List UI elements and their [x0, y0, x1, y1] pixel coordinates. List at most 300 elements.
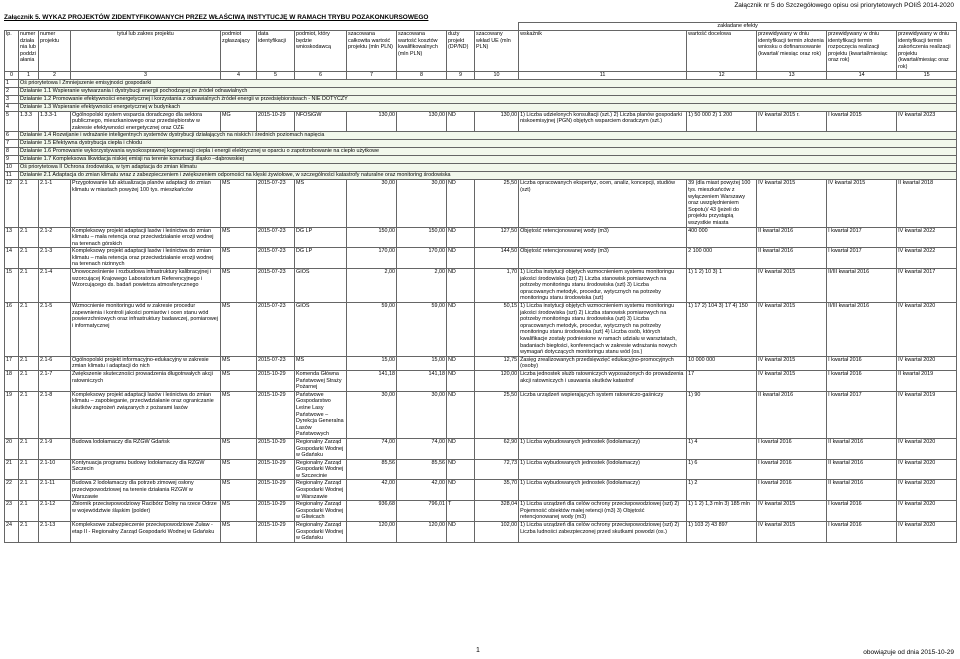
- cell-dp: T: [447, 501, 475, 522]
- section-label: Działanie 1.3 Wspieranie efektywności energetycznej w budynkach: [19, 103, 957, 111]
- cell-dp: ND: [447, 370, 475, 391]
- cell-title: Budowa 2 lodołamaczy dla potrzeb zimowej osłony przeciwpowodziowej na terenie działania RZGW w Warszawie: [71, 480, 221, 501]
- cell-nr: 1.3.3-1: [39, 111, 71, 132]
- cell-title: Kompleksowy projekt adaptacji lasów i leśnictwa do zmian klimatu – mała retencja oraz przeciwdziałanie erozji wodnej na terenach górskich: [71, 227, 221, 248]
- cell-t1: IV kwartał 2015: [757, 269, 827, 303]
- section-label: Oś priorytetowa II Ochrona środowiska, w tym adaptacja do zmian klimatu: [19, 164, 957, 172]
- column-number: 6: [295, 71, 347, 79]
- cell-lp: 17: [5, 356, 19, 370]
- row-number: 9: [5, 156, 19, 164]
- col-header: szacowany wkład UE (mln PLN): [475, 31, 519, 72]
- cell-dp: ND: [447, 391, 475, 438]
- cell-ue: 120,00: [475, 370, 519, 391]
- cell-zg: MŚ: [221, 438, 257, 459]
- column-number: 3: [71, 71, 221, 79]
- cell-nr: 2.1-7: [39, 370, 71, 391]
- cell-dz: 2.1: [19, 248, 39, 269]
- cell-wn: NFOŚiGW: [295, 111, 347, 132]
- col-header: data identyfikacji: [257, 31, 295, 72]
- cell-lp: 16: [5, 303, 19, 357]
- cell-t2: I kwartał 2017: [827, 391, 897, 438]
- cell-title: Kompleksowe zabezpieczenie przeciwpowodziowe Żuław - etap II - Regionalny Zarząd Gospodarki Wodnej w Gdańsku: [71, 522, 221, 543]
- header-row: [5, 31, 957, 72]
- cell-dz: 1.3.3: [19, 111, 39, 132]
- cell-t3: IV kwartał 2020: [897, 459, 957, 480]
- cell-ue: 328,04: [475, 501, 519, 522]
- cell-v2: 15,00: [397, 356, 447, 370]
- cell-dp: ND: [447, 180, 475, 227]
- cell-t2: I kwartał 2015: [827, 111, 897, 132]
- cell-nr: 2.1-3: [39, 248, 71, 269]
- col-header: numer projektu: [39, 31, 71, 72]
- cell-title: Ogólnopolski system wsparcia doradczego dla sektora publicznego, mieszkaniowego oraz przedsiębiorstw w zakresie efektywności energetycznej oraz OZE: [71, 111, 221, 132]
- cell-ind: Liczba urządzeń wspierających system ratowniczo-gaśniczy: [519, 391, 687, 438]
- cell-nr: 2.1-9: [39, 438, 71, 459]
- cell-v2: 2,00: [397, 269, 447, 303]
- cell-wn: DG LP: [295, 248, 347, 269]
- cell-nr: 2.1-10: [39, 459, 71, 480]
- cell-date: 2015-10-29: [257, 438, 295, 459]
- section-label: Działanie 1.4 Rozwijanie i wdrażanie inteligentnych systemów dystrybucji działających na niskich i średnich poziomach napięcia: [19, 132, 957, 140]
- cell-t1: IV kwartał 2015: [757, 501, 827, 522]
- col-header: szacowana całkowita wartość projektu (mln PLN): [347, 31, 397, 72]
- cell-title: Kontynuacja programu budowy lodołamaczy dla RZGW Szczecin: [71, 459, 221, 480]
- col-header: wskaźnik: [519, 31, 687, 72]
- section-row: [5, 132, 957, 140]
- section-row: [5, 140, 957, 148]
- cell-t2: II kwartał 2016: [827, 480, 897, 501]
- cell-val: 10 000 000: [687, 356, 757, 370]
- table-row: [5, 248, 957, 269]
- column-number: 1: [19, 71, 39, 79]
- column-number: 14: [827, 71, 897, 79]
- col-header: lp.: [5, 31, 19, 72]
- cell-t1: I kwartał 2016: [757, 459, 827, 480]
- cell-nr: 2.1-12: [39, 501, 71, 522]
- cell-date: 2015-07-23: [257, 356, 295, 370]
- cell-v1: 170,00: [347, 248, 397, 269]
- cell-title: Ogólnopolski projekt informacyjno-edukacyjny w zakresie zmian klimatu i adaptacji do nich: [71, 356, 221, 370]
- cell-date: 2015-10-29: [257, 459, 295, 480]
- cell-t3: IV kwartał 2020: [897, 356, 957, 370]
- cell-ind: 1) Liczba urządzeń dla celów ochrony przeciwpowodziowej (szt) 2) Pojemność obiektów małej retencji (m3) 3) Objętość retencjonowanej wody (m3): [519, 501, 687, 522]
- cell-v1: 42,00: [347, 480, 397, 501]
- cell-v2: 30,00: [397, 180, 447, 227]
- table-row: [5, 370, 957, 391]
- section-label: Działanie 1.6 Promowanie wykorzystywania wysokosprawnej kogeneracji ciepła i energii elektrycznej w oparciu o zapotrzebowanie na ciepło użytkowe: [19, 148, 957, 156]
- cell-v1: 30,00: [347, 180, 397, 227]
- cell-t1: IV kwartał 2015: [757, 180, 827, 227]
- cell-v2: 120,00: [397, 522, 447, 543]
- cell-dz: 2.1: [19, 303, 39, 357]
- cell-lp: 23: [5, 501, 19, 522]
- section-label: Działanie 1.7 Kompleksowa likwidacja niskiej emisji na terenie konurbacji śląsko –dąbrowskiej: [19, 156, 957, 164]
- cell-t1: II kwartał 2016: [757, 391, 827, 438]
- cell-wn: Regionalny Zarząd Gospodarki Wodnej w Szczecinie: [295, 459, 347, 480]
- cell-t1: IV kwartał 2015: [757, 356, 827, 370]
- cell-nr: 2.1-1: [39, 180, 71, 227]
- cell-title: Kompleksowy projekt adaptacji lasów i leśnictwa do zmian klimatu – zapobieganie, przeciwdziałanie oraz ograniczanie skutków zagrożeń związanych z pożarami lasów: [71, 391, 221, 438]
- cell-v2: 130,00: [397, 111, 447, 132]
- cell-wn: DG LP: [295, 227, 347, 248]
- table-row: [5, 459, 957, 480]
- table-row: [5, 480, 957, 501]
- cell-t1: IV kwartał 2015: [757, 303, 827, 357]
- cell-dz: 2.1: [19, 501, 39, 522]
- cell-nr: 2.1-2: [39, 227, 71, 248]
- table-row: [5, 303, 957, 357]
- cell-title: Zbiornik przeciwpowodziowy Racibórz Dolny na rzece Odrze w województwie śląskim (polder): [71, 501, 221, 522]
- cell-ind: Objętość retencjonowanej wody (m3): [519, 248, 687, 269]
- cell-v1: 141,18: [347, 370, 397, 391]
- cell-v1: 59,00: [347, 303, 397, 357]
- cell-v2: 796,01: [397, 501, 447, 522]
- cell-ue: 62,90: [475, 438, 519, 459]
- cell-wn: GIOŚ: [295, 303, 347, 357]
- cell-val: 1) 17 2) 104 3) 17 4) 150: [687, 303, 757, 357]
- table-row: [5, 356, 957, 370]
- cell-lp: 18: [5, 370, 19, 391]
- cell-t3: IV kwartał 2020: [897, 522, 957, 543]
- cell-zg: MŚ: [221, 459, 257, 480]
- cell-t2: II/III kwartał 2016: [827, 269, 897, 303]
- table-row: [5, 438, 957, 459]
- table-row: [5, 501, 957, 522]
- cell-t3: II kwartał 2019: [897, 370, 957, 391]
- cell-ue: 25,50: [475, 391, 519, 438]
- cell-date: 2015-07-23: [257, 227, 295, 248]
- cell-dp: ND: [447, 438, 475, 459]
- cell-title: Zwiększenie skuteczności prowadzenia długotrwałych akcji ratowniczych: [71, 370, 221, 391]
- section-row: [5, 172, 957, 180]
- table-row: [5, 180, 957, 227]
- col-header: podmiot zgłaszający: [221, 31, 257, 72]
- table-body: [5, 79, 957, 542]
- cell-v1: 85,56: [347, 459, 397, 480]
- cell-t1: II kwartał 2016: [757, 248, 827, 269]
- cell-t1: II kwartał 2016: [757, 227, 827, 248]
- attachment-note: Załącznik nr 5 do Szczegółowego opisu osi priorytetowych POIiŚ 2014-2020: [734, 2, 954, 9]
- cell-val: 1) 4: [687, 438, 757, 459]
- cell-dz: 2.1: [19, 391, 39, 438]
- cell-ue: 144,50: [475, 248, 519, 269]
- cell-ind: 1) Liczba instytucji objętych wzmocnieniem systemu monitoringu jakości środowiska (szt) 2) Liczba stanowisk pomiarowych na potrzeby monitoringu stanu środowiska (szt) 3) Liczba opracowanych metodyk, procedur, wytycznych na potrzeby monitoringu stanu środowiska (szt): [519, 269, 687, 303]
- cell-zg: MŚ: [221, 180, 257, 227]
- cell-date: 2015-10-29: [257, 522, 295, 543]
- column-number: 4: [221, 71, 257, 79]
- cell-ind: 1) Liczba udzielonych konsultacji (szt.) 2) Liczba planów gospodarki niskoemisyjnej (PGN) objętych wsparciem doradczym (szt.): [519, 111, 687, 132]
- cell-t2: II/III kwartał 2016: [827, 303, 897, 357]
- cell-t2: I kwartał 2016: [827, 522, 897, 543]
- section-row: [5, 95, 957, 103]
- cell-v1: 2,00: [347, 269, 397, 303]
- section-row: [5, 164, 957, 172]
- cell-t3: IV kwartał 2022: [897, 227, 957, 248]
- cell-dz: 2.1: [19, 227, 39, 248]
- cell-ue: 72,73: [475, 459, 519, 480]
- cell-ind: 1) Liczba wybudowanych jednostek (lodołamaczy): [519, 480, 687, 501]
- cell-v2: 170,00: [397, 248, 447, 269]
- cell-val: 17: [687, 370, 757, 391]
- cell-nr: 2.1-11: [39, 480, 71, 501]
- cell-v2: 150,00: [397, 227, 447, 248]
- cell-ue: 25,50: [475, 180, 519, 227]
- cell-lp: 22: [5, 480, 19, 501]
- cell-zg: MŚ: [221, 501, 257, 522]
- cell-lp: 24: [5, 522, 19, 543]
- cell-lp: 19: [5, 391, 19, 438]
- cell-v2: 30,00: [397, 391, 447, 438]
- cell-t3: IV kwartał 2023: [897, 111, 957, 132]
- cell-dp: ND: [447, 111, 475, 132]
- cell-val: 2 100 000: [687, 248, 757, 269]
- cell-nr: 2.1-4: [39, 269, 71, 303]
- document-title: Załącznik 5. WYKAZ PROJEKTÓW ZIDENTYFIKOWANYCH PRZEZ WŁAŚCIWĄ INSTYTUCJĘ W RAMACH TRYBU POZAKONKURSOWEGO: [4, 14, 429, 21]
- cell-nr: 2.1-6: [39, 356, 71, 370]
- cell-ue: 12,75: [475, 356, 519, 370]
- section-label: Oś priorytetowa I Zmniejszenie emisyjności gospodarki: [19, 79, 957, 87]
- cell-date: 2015-10-29: [257, 370, 295, 391]
- cell-t2: II kwartał 2016: [827, 438, 897, 459]
- cell-dp: ND: [447, 480, 475, 501]
- cell-dz: 2.1: [19, 180, 39, 227]
- col-header: tytuł lub zakres projektu: [71, 31, 221, 72]
- row-number: 1: [5, 79, 19, 87]
- cell-wn: GIOŚ: [295, 269, 347, 303]
- table-row: [5, 111, 957, 132]
- cell-dp: ND: [447, 522, 475, 543]
- cell-lp: 21: [5, 459, 19, 480]
- cell-title: Przygotowanie lub aktualizacja planów adaptacji do zmian klimatu w miastach powyżej 100 tys. mieszkańców: [71, 180, 221, 227]
- cell-zg: MŚ: [221, 370, 257, 391]
- cell-title: Kompleksowy projekt adaptacji lasów i leśnictwa do zmian klimatu – mała retencja oraz przeciwdziałanie erozji wodnej na terenach nizinnych: [71, 248, 221, 269]
- cell-t1: IV kwartał 2015 r.: [757, 111, 827, 132]
- cell-t2: I kwartał 2016: [827, 370, 897, 391]
- col-header: wartość docelowa: [687, 31, 757, 72]
- cell-val: 1) 50 000 2) 1 200: [687, 111, 757, 132]
- cell-ind: 1) Liczba wybudowanych jednostek (lodołamaczy): [519, 459, 687, 480]
- cell-dp: ND: [447, 459, 475, 480]
- cell-dz: 2.1: [19, 438, 39, 459]
- cell-date: 2015-07-23: [257, 269, 295, 303]
- cell-wn: Regionalny Zarząd Gospodarki Wodnej w Warszawie: [295, 480, 347, 501]
- cell-t3: IV kwartał 2019: [897, 391, 957, 438]
- column-number: 13: [757, 71, 827, 79]
- row-number: 8: [5, 148, 19, 156]
- column-number: 11: [519, 71, 687, 79]
- cell-v2: 85,56: [397, 459, 447, 480]
- cell-t2: I kwartał 2017: [827, 248, 897, 269]
- row-number: 7: [5, 140, 19, 148]
- column-number: 15: [897, 71, 957, 79]
- cell-dp: ND: [447, 248, 475, 269]
- cell-ind: 1) Liczba wybudowanych jednostek (lodołamaczy): [519, 438, 687, 459]
- cell-v1: 15,00: [347, 356, 397, 370]
- cell-date: 2015-10-29: [257, 480, 295, 501]
- row-number: 4: [5, 103, 19, 111]
- cell-wn: MŚ: [295, 356, 347, 370]
- cell-wn: Komenda Główna Państwowej Straży Pożarnej: [295, 370, 347, 391]
- cell-dz: 2.1: [19, 480, 39, 501]
- column-number: 8: [397, 71, 447, 79]
- section-label: Działanie 1.1 Wspieranie wytwarzania i dystrybucji energii pochodzącej ze źródeł odnawialnych: [19, 87, 957, 95]
- cell-zg: MŚ: [221, 269, 257, 303]
- cell-date: 2015-07-23: [257, 248, 295, 269]
- cell-ind: Objętość retencjonowanej wody (m3): [519, 227, 687, 248]
- cell-zg: MG: [221, 111, 257, 132]
- cell-t1: I kwartał 2016: [757, 438, 827, 459]
- cell-ue: 102,00: [475, 522, 519, 543]
- cell-t1: IV kwartał 2015: [757, 522, 827, 543]
- section-label: Działanie 2.1 Adaptacja do zmian klimatu wraz z zabezpieczeniem i zwiększeniem odporności na klęski żywiołowe, w szczególności katastrofy naturalne oraz monitoring środowiska: [19, 172, 957, 180]
- cell-v1: 120,00: [347, 522, 397, 543]
- cell-lp: 5: [5, 111, 19, 132]
- validity-date: obowiązuje od dnia 2015-10-29: [863, 649, 954, 656]
- cell-t1: I kwartał 2016: [757, 480, 827, 501]
- column-number: 5: [257, 71, 295, 79]
- cell-t2: II kwartał 2016: [827, 459, 897, 480]
- cell-val: 1) 2: [687, 480, 757, 501]
- cell-ue: 130,00: [475, 111, 519, 132]
- cell-ue: 35,70: [475, 480, 519, 501]
- table-row: [5, 269, 957, 303]
- cell-zg: MŚ: [221, 248, 257, 269]
- cell-wn: Państwowe Gospodarstwo Leśne Lasy Państwowe – Dyrekcja Generalna Lasów Państwowych: [295, 391, 347, 438]
- col-header: numer działania lub poddziałania: [19, 31, 39, 72]
- cell-dz: 2.1: [19, 459, 39, 480]
- cell-dz: 2.1: [19, 269, 39, 303]
- row-number: 10: [5, 164, 19, 172]
- cell-v1: 150,00: [347, 227, 397, 248]
- cell-date: 2015-10-29: [257, 111, 295, 132]
- cell-t1: IV kwartał 2015: [757, 370, 827, 391]
- cell-lp: 15: [5, 269, 19, 303]
- page-number: 1: [476, 647, 480, 654]
- cell-zg: MŚ: [221, 391, 257, 438]
- cell-zg: MŚ: [221, 356, 257, 370]
- table-row: [5, 522, 957, 543]
- row-number: 3: [5, 95, 19, 103]
- cell-v2: 42,00: [397, 480, 447, 501]
- cell-ind: Liczba jednostek służb ratowniczych wyposażonych do prowadzenia akcji ratowniczych i usuwania skutków katastrof: [519, 370, 687, 391]
- cell-date: 2015-07-23: [257, 180, 295, 227]
- cell-v2: 74,00: [397, 438, 447, 459]
- cell-dz: 2.1: [19, 370, 39, 391]
- cell-ind: Liczba opracowanych ekspertyz, ocen, analiz, koncepcji, studiów (szt): [519, 180, 687, 227]
- cell-ind: 1) Liczba urządzeń dla celów ochrony przeciwpowodziowej (szt) 2) Liczba ludności zabezpieczonej przed skutkami powodzi (os.): [519, 522, 687, 543]
- section-row: [5, 148, 957, 156]
- effects-group-header: zakładane efekty: [519, 23, 957, 31]
- cell-lp: 13: [5, 227, 19, 248]
- row-number: 6: [5, 132, 19, 140]
- column-number: 0: [5, 71, 19, 79]
- cell-val: 1) 6: [687, 459, 757, 480]
- col-header: przewidywany w dniu identyfikacji termin rozpoczęcia realizacji projektu (kwartał/miesiąc oraz rok): [827, 31, 897, 72]
- column-number: 2: [39, 71, 71, 79]
- col-header: podmiot, który będzie wnioskodawcą: [295, 31, 347, 72]
- section-row: [5, 79, 957, 87]
- cell-zg: MŚ: [221, 522, 257, 543]
- row-number: 11: [5, 172, 19, 180]
- cell-lp: 20: [5, 438, 19, 459]
- cell-ind: Zasięg zrealizowanych przedsięwzięć edukacyjno-promocyjnych (osoby): [519, 356, 687, 370]
- cell-dp: ND: [447, 269, 475, 303]
- cell-v1: 74,00: [347, 438, 397, 459]
- cell-wn: Regionalny Zarząd Gospodarki Wodnej w Gliwicach: [295, 501, 347, 522]
- cell-t3: II kwartał 2018: [897, 180, 957, 227]
- cell-t3: IV kwartał 2022: [897, 248, 957, 269]
- cell-dp: ND: [447, 227, 475, 248]
- cell-v1: 30,00: [347, 391, 397, 438]
- cell-ue: 127,50: [475, 227, 519, 248]
- cell-ue: 1,70: [475, 269, 519, 303]
- col-header: przewidywany w dniu identyfikacji termin złożenia wniosku o dofinansowanie (kwartał/ miesiąc oraz rok): [757, 31, 827, 72]
- cell-val: 1) 103 2) 43 897: [687, 522, 757, 543]
- cell-zg: MŚ: [221, 227, 257, 248]
- cell-v1: 130,00: [347, 111, 397, 132]
- cell-wn: MŚ: [295, 180, 347, 227]
- cell-dz: 2.1: [19, 356, 39, 370]
- cell-date: 2015-10-29: [257, 391, 295, 438]
- column-number: 9: [447, 71, 475, 79]
- header-group-row: [5, 23, 957, 31]
- cell-ind: 1) Liczba instytucji objętych wzmocnieniem systemu monitoringu jakości środowiska (szt) 2) Liczba stanowisk pomiarowych na potrzeby monitoringu stanu środowiska (szt) 3) Liczba opracowanych metodyk, procedur, wytycznych na potrzeby monitoringu stanu środowiska (szt) 4) Liczba osób, których kwalifikacje zostały podniesione w ramach udziału w warsztatach, badaniach biegłości, konferencjach w zakresie wdrażania nowych wymagań dotyczących monitoringu stanu wód (os.): [519, 303, 687, 357]
- cell-t3: IV kwartał 2017: [897, 269, 957, 303]
- row-number: 2: [5, 87, 19, 95]
- column-number: 10: [475, 71, 519, 79]
- cell-val: 1) 1 2) 10 3) 1: [687, 269, 757, 303]
- section-label: Działanie 1.2 Promowanie efektywności energetycznej i korzystania z odnawialnych źródeł energii w przedsiębiorstwach - NIE DOTYCZY: [19, 95, 957, 103]
- cell-t2: I kwartał 2017: [827, 227, 897, 248]
- section-row: [5, 156, 957, 164]
- column-number: 12: [687, 71, 757, 79]
- cell-zg: MŚ: [221, 303, 257, 357]
- cell-title: Budowa lodołamaczy dla RZGW Gdańsk: [71, 438, 221, 459]
- table-row: [5, 227, 957, 248]
- col-header: przewidywany w dniu identyfikacji termin zakończenia realizacji projektu (kwartał/miesiąc oraz rok): [897, 31, 957, 72]
- cell-val: 1) 90: [687, 391, 757, 438]
- cell-val: 1) 1 2) 1,3 mln 3) 185 mln: [687, 501, 757, 522]
- cell-t3: IV kwartał 2020: [897, 501, 957, 522]
- col-header: duży projekt (DP/ND): [447, 31, 475, 72]
- cell-dz: 2.1: [19, 522, 39, 543]
- cell-t3: IV kwartał 2020: [897, 438, 957, 459]
- cell-t2: IV kwartał 2015: [827, 180, 897, 227]
- cell-nr: 2.1-5: [39, 303, 71, 357]
- cell-lp: 12: [5, 180, 19, 227]
- column-number: 7: [347, 71, 397, 79]
- cell-val: 39 (dla miast powyżej 100 tys. mieszkańców z wyłączeniem Warszawy oraz uwzględnieniem Sopotu)/ 43 (jeżeli do projektu przystąpią wszystkie miasta: [687, 180, 757, 227]
- cell-t2: I kwartał 2016: [827, 501, 897, 522]
- cell-title: Wzmocnienie monitoringu wód w zakresie procedur zapewnienia i kontroli jakości pomiarów i ocen stanu wód powierzchniowych oraz infrastruktury badawczej, pomiarowej i informatycznej: [71, 303, 221, 357]
- cell-t3: IV kwartał 2020: [897, 480, 957, 501]
- cell-date: 2015-07-23: [257, 303, 295, 357]
- cell-date: 2015-10-29: [257, 501, 295, 522]
- table-row: [5, 391, 957, 438]
- cell-nr: 2.1-8: [39, 391, 71, 438]
- cell-nr: 2.1-13: [39, 522, 71, 543]
- cell-t3: IV kwartał 2020: [897, 303, 957, 357]
- cell-zg: MŚ: [221, 480, 257, 501]
- cell-dp: ND: [447, 356, 475, 370]
- cell-v1: 936,68: [347, 501, 397, 522]
- cell-wn: Regionalny Zarząd Gospodarki Wodnej w Gdańsku: [295, 438, 347, 459]
- cell-v2: 59,00: [397, 303, 447, 357]
- col-header: szacowana wartość kosztów kwalifikowalnych (mln PLN): [397, 31, 447, 72]
- cell-wn: Regionalny Zarząd Gospodarki Wodnej w Gdańsku: [295, 522, 347, 543]
- cell-ue: 50,15: [475, 303, 519, 357]
- cell-dp: ND: [447, 303, 475, 357]
